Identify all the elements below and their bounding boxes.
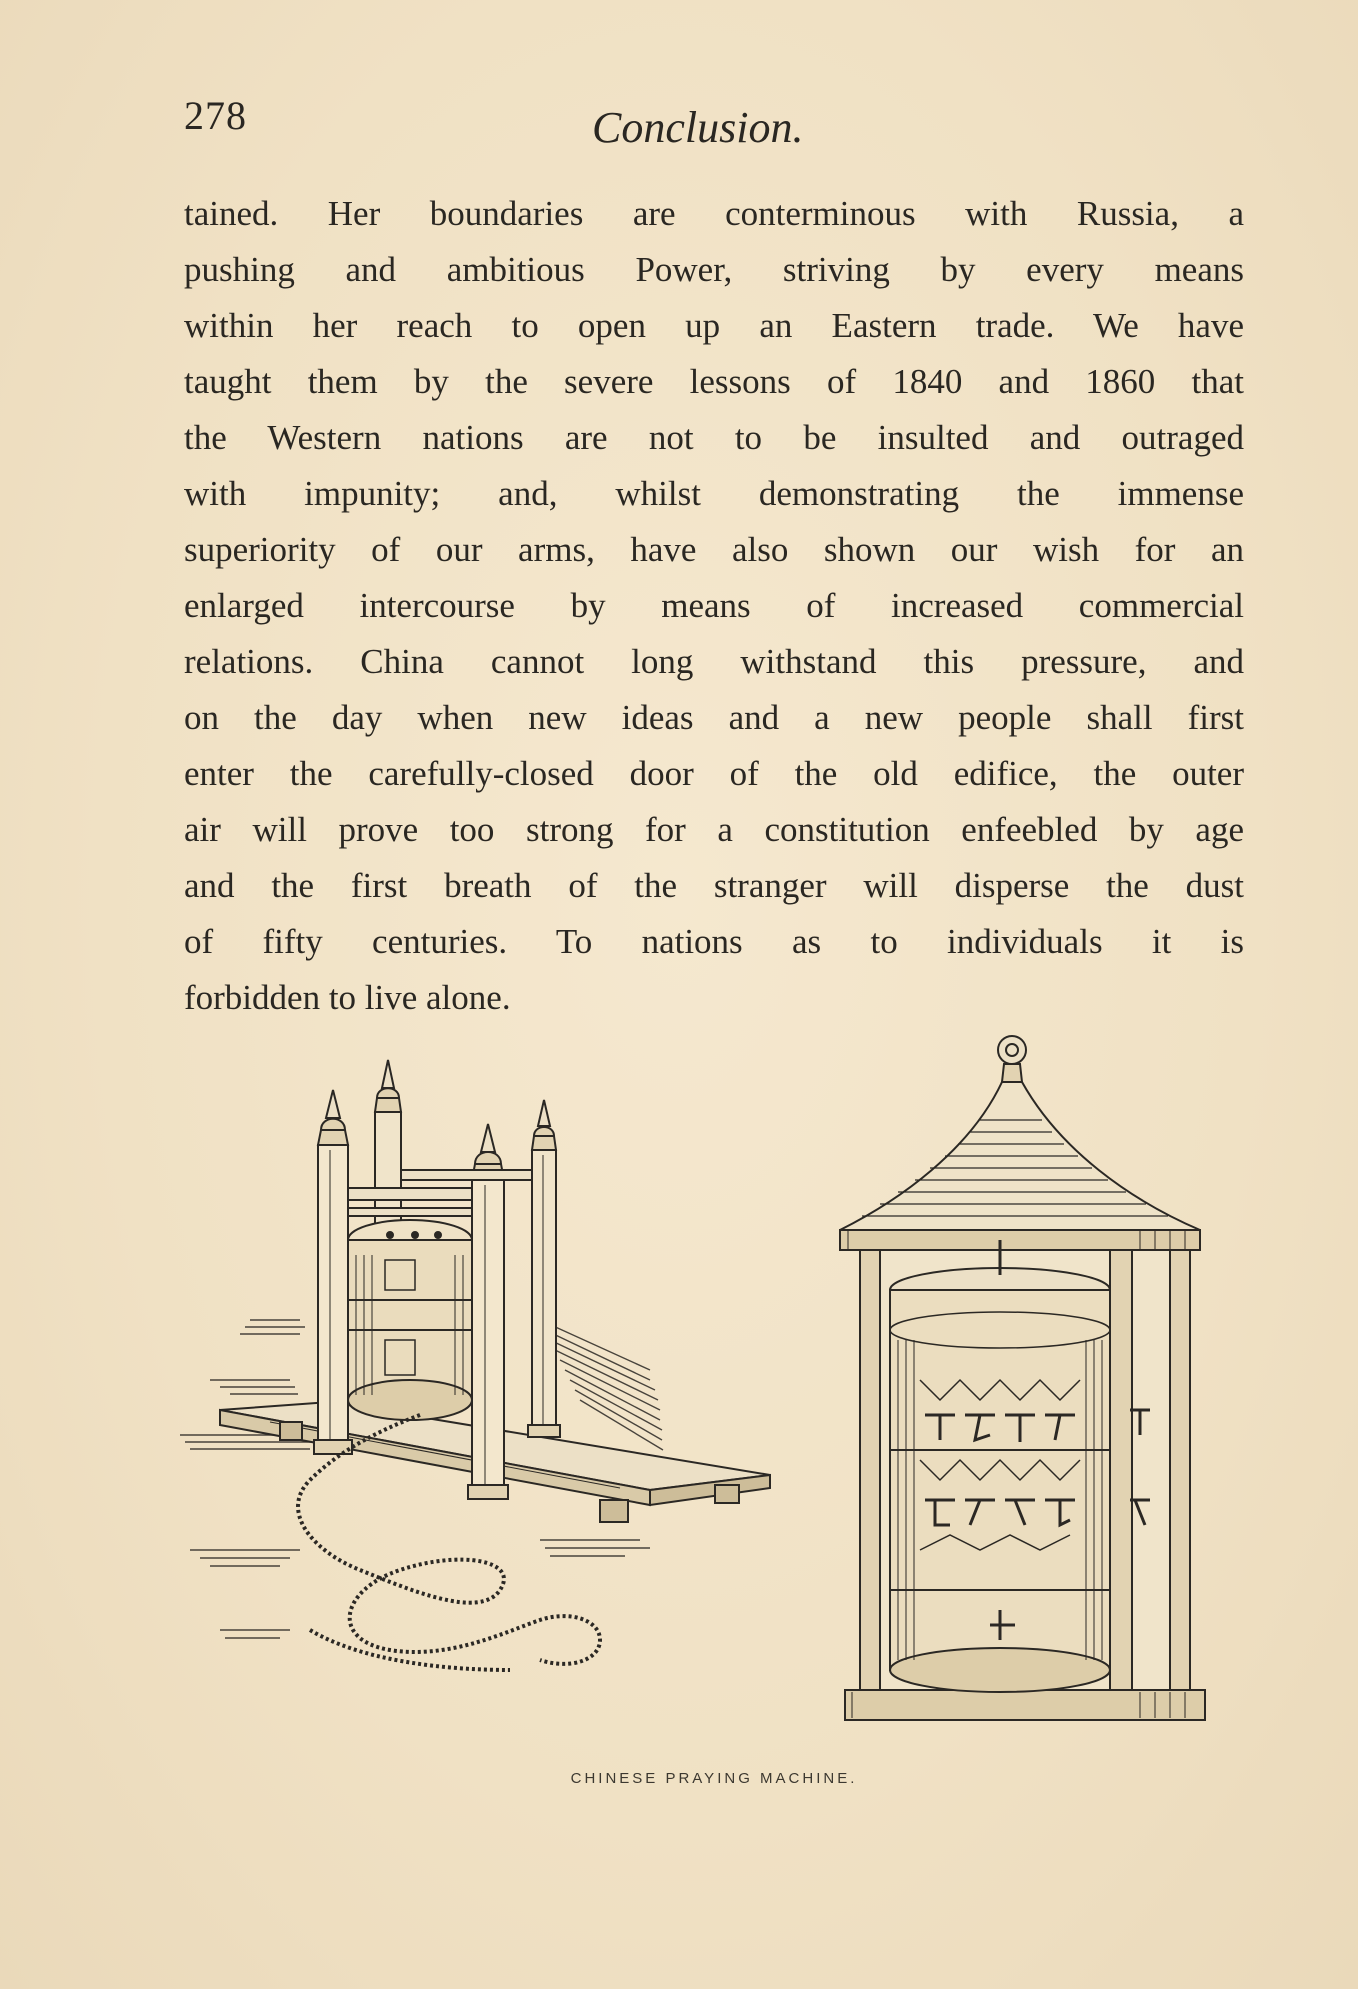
text-line: air will prove too strong for a constitution enfeebled by age bbox=[184, 810, 1244, 849]
text-line: and the first breath of the stranger will disperse the dust bbox=[184, 866, 1244, 905]
page-number: 278 bbox=[184, 93, 247, 138]
running-title: Conclusion. bbox=[592, 103, 804, 152]
text-line: superiority of our arms, have also shown our wish for an bbox=[184, 530, 1244, 569]
praying-machine-engraving bbox=[180, 1030, 1220, 1770]
text-line: pushing and ambitious Power, striving by every means bbox=[184, 250, 1244, 289]
text-line: tained. Her boundaries are conterminous with Russia, a bbox=[184, 194, 1244, 233]
body-text bbox=[184, 186, 1244, 1026]
text-line: with impunity; and, whilst demonstrating the immense bbox=[184, 474, 1244, 513]
text-line: enlarged intercourse by means of increased commercial bbox=[184, 586, 1244, 625]
text-line: taught them by the severe lessons of 1840 and 1860 that bbox=[184, 362, 1244, 401]
text-line: of fifty centuries. To nations as to individuals it is bbox=[184, 922, 1244, 961]
text-line: relations. China cannot long withstand this pressure, and bbox=[184, 642, 1244, 681]
page-header bbox=[184, 92, 1244, 152]
text-line: on the day when new ideas and a new people shall first bbox=[184, 698, 1244, 737]
frame-prayer-wheel bbox=[180, 1060, 770, 1670]
illustration-caption: CHINESE PRAYING MACHINE. bbox=[570, 1770, 858, 1787]
text-line: the Western nations are not to be insulted and outraged bbox=[184, 418, 1244, 457]
text-line: enter the carefully-closed door of the old edifice, the outer bbox=[184, 754, 1244, 793]
text-line: forbidden to live alone. bbox=[184, 978, 511, 1017]
pagoda-prayer-wheel bbox=[840, 1036, 1205, 1720]
text-line: within her reach to open up an Eastern trade. We have bbox=[184, 306, 1244, 345]
